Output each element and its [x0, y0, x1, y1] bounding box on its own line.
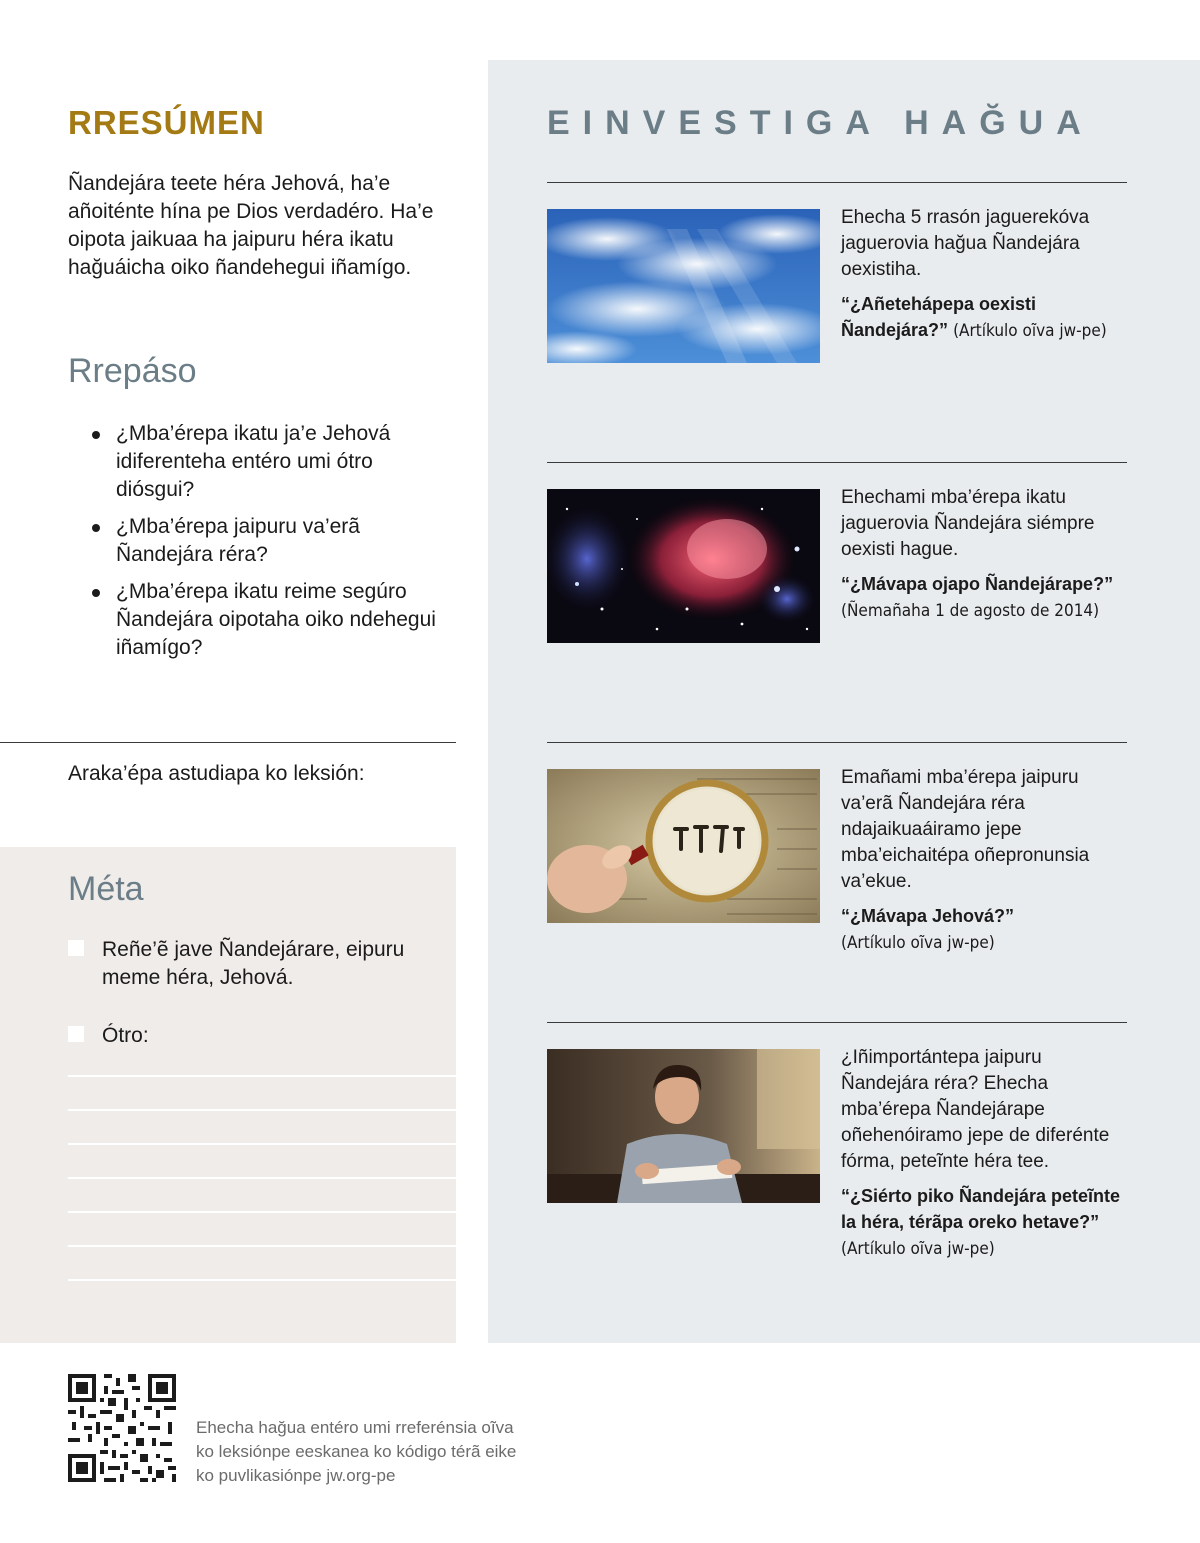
research-item-desc: ¿Iñimportántepa jaipuru Ñandejára réra? Ehecha mba’érepa Ñandejárape oñehenóiramo jepe de diferénte fórma, peteĩnte héra tee.	[841, 1047, 1110, 1172]
goal-panel	[0, 847, 456, 1343]
review-item-text: ¿Mba’érepa jaipuru va’erã Ñandejára réra?	[116, 515, 360, 566]
ref-title[interactable]: “¿Mávapa Jehová?”	[841, 906, 1015, 926]
goal-option-label: Ótro:	[102, 1024, 149, 1047]
writing-line[interactable]	[68, 1177, 456, 1179]
review-item-text: ¿Mba’érepa ikatu ja’e Jehová idiferenteha entéro umi ótro diósgui?	[116, 422, 391, 501]
ref-title[interactable]: “¿Siérto piko Ñandejára peteĩnte la héra, térãpa oreko hetave?”	[841, 1186, 1121, 1232]
nebula-image	[547, 489, 820, 643]
writing-line[interactable]	[68, 1075, 456, 1077]
ref-source: (Artíkulo oĩva jw-pe)	[841, 933, 995, 953]
research-item-desc: Emañami mba’érepa jaipuru va’erã Ñandejára réra ndajaikuaáiramo jepe mba’eichaitépa oñepronunsia va’ekue.	[841, 767, 1090, 892]
studied-date-label: Araka’épa astudiapa ko leksión:	[68, 762, 365, 785]
man-reading-image	[547, 1049, 820, 1203]
review-item	[92, 513, 452, 569]
writing-line[interactable]	[68, 1143, 456, 1145]
ref-source: (Artíkulo oĩva jw-pe)	[953, 321, 1107, 341]
goal-heading: Méta	[68, 870, 144, 908]
divider	[547, 462, 1127, 463]
ref-source: (Artíkulo oĩva jw-pe)	[841, 1239, 995, 1259]
goal-option-other[interactable]	[68, 1022, 448, 1052]
divider	[547, 1022, 1127, 1023]
checkbox[interactable]	[68, 1026, 84, 1042]
research-item	[841, 205, 1131, 344]
goal-option-label: Reñe’ẽ jave Ñandejárare, eipuru meme héra, Jehová.	[102, 938, 405, 989]
writing-line[interactable]	[68, 1211, 456, 1213]
magnifying-glass-image	[547, 769, 820, 923]
research-item-ref[interactable]	[841, 1183, 1131, 1262]
divider	[547, 182, 1127, 183]
bullet-icon	[92, 431, 100, 439]
sky-clouds-image	[547, 209, 820, 363]
research-item-desc: Ehechami mba’érepa ikatu jaguerovia Ñandejára siémpre oexisti hague.	[841, 487, 1095, 560]
review-list	[92, 420, 452, 671]
writing-line[interactable]	[68, 1279, 456, 1281]
goal-option-use-name[interactable]	[68, 936, 448, 996]
research-item	[841, 485, 1131, 624]
writing-line[interactable]	[68, 1245, 456, 1247]
ref-source: (Ñemañaha 1 de agosto de 2014)	[841, 601, 1100, 621]
divider	[547, 742, 1127, 743]
review-item	[92, 578, 452, 662]
review-item	[92, 420, 452, 504]
research-item-ref[interactable]	[841, 903, 1131, 956]
footer-text: Ehecha hağua entéro umi rreferénsia oĩva ko leksiónpe eeskanea ko kódigo térã eike ko puvlikasiónpe jw.org-pe	[196, 1418, 517, 1485]
research-item-ref[interactable]	[841, 571, 1131, 624]
review-heading: Rrepáso	[68, 352, 197, 390]
research-item-ref[interactable]	[841, 291, 1131, 344]
summary-heading: RRESÚMEN	[68, 104, 265, 141]
research-heading: EINVESTIGA HAĞUA	[547, 104, 1094, 142]
research-item	[841, 1045, 1131, 1262]
summary-text: Ñandejára teete héra Jehová, ha’e añoiténte hína pe Dios verdadéro. Ha’e oipota jaikuaa ha jaipuru héra ikatu hağuáicha oiko ñandehegui iñamígo.	[68, 172, 434, 279]
review-item-text: ¿Mba’érepa ikatu reime segúro Ñandejára oipotaha oiko ndehegui iñamígo?	[116, 580, 436, 659]
bullet-icon	[92, 524, 100, 532]
divider	[0, 742, 456, 743]
qr-code-icon[interactable]	[68, 1374, 176, 1482]
checkbox[interactable]	[68, 940, 84, 956]
research-item-desc: Ehecha 5 rrasón jaguerekóva jaguerovia hağua Ñandejára oexistiha.	[841, 207, 1090, 280]
ref-title[interactable]: “¿Mávapa ojapo Ñandejárape?”	[841, 574, 1114, 594]
research-item	[841, 765, 1131, 956]
ref-title[interactable]: “¿Añetehápepa oexisti Ñandejára?”	[841, 294, 1037, 340]
bullet-icon	[92, 589, 100, 597]
writing-line[interactable]	[68, 1109, 456, 1111]
